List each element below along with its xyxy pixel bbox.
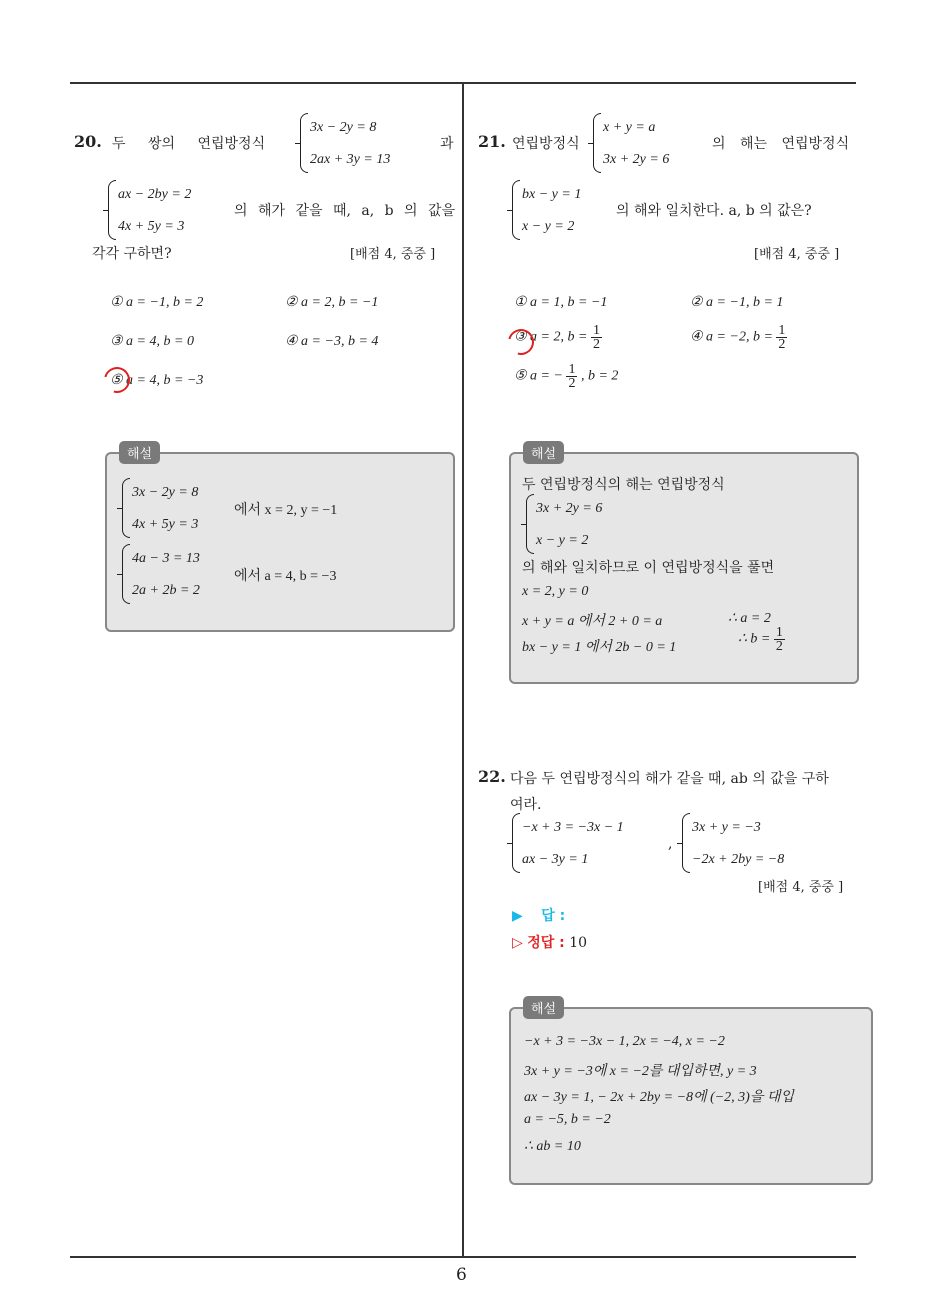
equation: x + y = a [603,120,656,135]
choice-3[interactable]: ③ a = 4, b = 0 [110,334,194,349]
equation: 3x + y = −3 [692,820,761,835]
solution-text: bx − y = 1 에서 2b − 0 = 1 [522,640,677,655]
equation-brace [682,813,690,873]
question-text: 여라. [510,797,542,813]
answer-label: 답 : [541,908,566,924]
answer-arrow-icon: ▶ [512,908,523,924]
solution-text: ∴ a = 2 [728,611,771,626]
equation-brace [512,180,520,240]
equation: ax − 2by = 2 [118,187,192,202]
equation: 4x + 5y = 3 [132,517,199,532]
column-divider [462,82,464,1257]
score-meta: [배점 4, 중중 ] [758,880,844,895]
score-meta: [배점 4, 중중 ] [350,247,436,262]
equation: bx − y = 1 [522,187,582,202]
equation: −2x + 2by = −8 [692,852,785,867]
solution-box [105,452,455,632]
solution-result: ∴ b = [738,631,771,647]
solution-text: ∴ ab = 10 [524,1139,581,1154]
choice-5-tail: , b = 2 [580,368,619,384]
solution-text: 의 해와 일치하므로 이 연립방정식을 풀면 [522,560,775,576]
solution-text: a = −5, b = −2 [524,1112,611,1127]
solution-text: 두 연립방정식의 해는 연립방정식 [522,477,725,493]
choice-1[interactable]: ① a = 1, b = −1 [514,295,608,310]
solution-text: x = 2, y = 0 [522,584,589,599]
correct-label: 정답 : [527,935,565,951]
score-meta: [배점 4, 중중 ] [754,247,840,262]
equation: 3x + 2y = 6 [603,152,670,167]
equation-brace [122,478,130,538]
choice-1[interactable]: ① a = −1, b = 2 [110,295,204,310]
separator-comma: , [668,836,673,852]
page-number: 6 [456,1265,467,1285]
question-intro: 두 쌍의 연립방정식 [112,136,266,152]
equation-brace [512,813,520,873]
equation: 2ax + 3y = 13 [310,152,391,167]
question-number: 22. [478,767,506,786]
connector-text: 과 [440,136,454,152]
choice-5[interactable] [514,363,618,390]
equation: −x + 3 = −3x − 1 [522,820,624,835]
equation-brace [108,180,116,240]
question-intro: 연립방정식 [512,136,580,152]
solution-label: 해설 [119,441,160,464]
solution-text [738,626,785,653]
question-text: 의 해는 연립방정식 [712,136,850,152]
correct-value: 10 [569,935,588,951]
choice-4[interactable] [690,324,787,351]
choice-4[interactable]: ④ a = −3, b = 4 [285,334,379,349]
question-number: 21. [478,132,506,151]
question-text: 각각 구하면? [92,246,172,262]
fraction-half: $\frac{1}{2}$ [592,323,600,352]
equation-brace [526,494,534,554]
answer-row [512,905,565,925]
solution-label: 해설 [523,441,564,464]
equation-brace [122,544,130,604]
solution-result: 에서 a = 4, b = −3 [234,569,337,584]
fraction-half: $\frac{1}{2}$ [778,323,786,352]
fraction-half: $\frac{1}{2}$ [775,625,783,654]
correct-answer-row [512,932,587,952]
choice-4-text: ④ a = −2, b = [690,329,773,345]
equation-brace [593,113,601,173]
choice-2[interactable]: ② a = 2, b = −1 [285,295,379,310]
equation: 2a + 2b = 2 [132,583,200,598]
question-text: 의 해가 같을 때, a, b 의 값을 [234,203,456,219]
choice-5[interactable]: ⑤ a = 4, b = −3 [110,373,204,388]
question-text: 의 해와 일치한다. a, b 의 값은? [616,203,812,219]
equation: x − y = 2 [522,219,575,234]
equation: 4x + 5y = 3 [118,219,185,234]
fraction-half: $\frac{1}{2}$ [568,362,576,391]
solution-text: x + y = a 에서 2 + 0 = a [522,614,663,629]
solution-text: 3x + y = −3에 x = −2를 대입하면, y = 3 [524,1064,757,1079]
question-text: 다음 두 연립방정식의 해가 같을 때, ab 의 값을 구하 [510,771,829,787]
solution-text: ax − 3y = 1, − 2x + 2by = −8에 (−2, 3)을 대입 [524,1090,794,1105]
correct-arrow-icon: ▷ [512,935,523,951]
equation: ax − 3y = 1 [522,852,589,867]
choice-3-text: ③ a = 2, b = [514,329,588,345]
solution-text: −x + 3 = −3x − 1, 2x = −4, x = −2 [524,1034,725,1049]
equation: 3x − 2y = 8 [132,485,199,500]
choice-2[interactable]: ② a = −1, b = 1 [690,295,784,310]
choice-5-text: ⑤ a = − [514,368,563,384]
selected-answer-circle [99,362,135,398]
bottom-rule [70,1256,856,1258]
equation: 4a − 3 = 13 [132,551,200,566]
equation: x − y = 2 [536,533,589,548]
solution-label: 해설 [523,996,564,1019]
equation-brace [300,113,308,173]
equation: 3x − 2y = 8 [310,120,377,135]
solution-result: 에서 x = 2, y = −1 [234,503,338,518]
question-number: 20. [74,132,102,151]
equation: 3x + 2y = 6 [536,501,603,516]
